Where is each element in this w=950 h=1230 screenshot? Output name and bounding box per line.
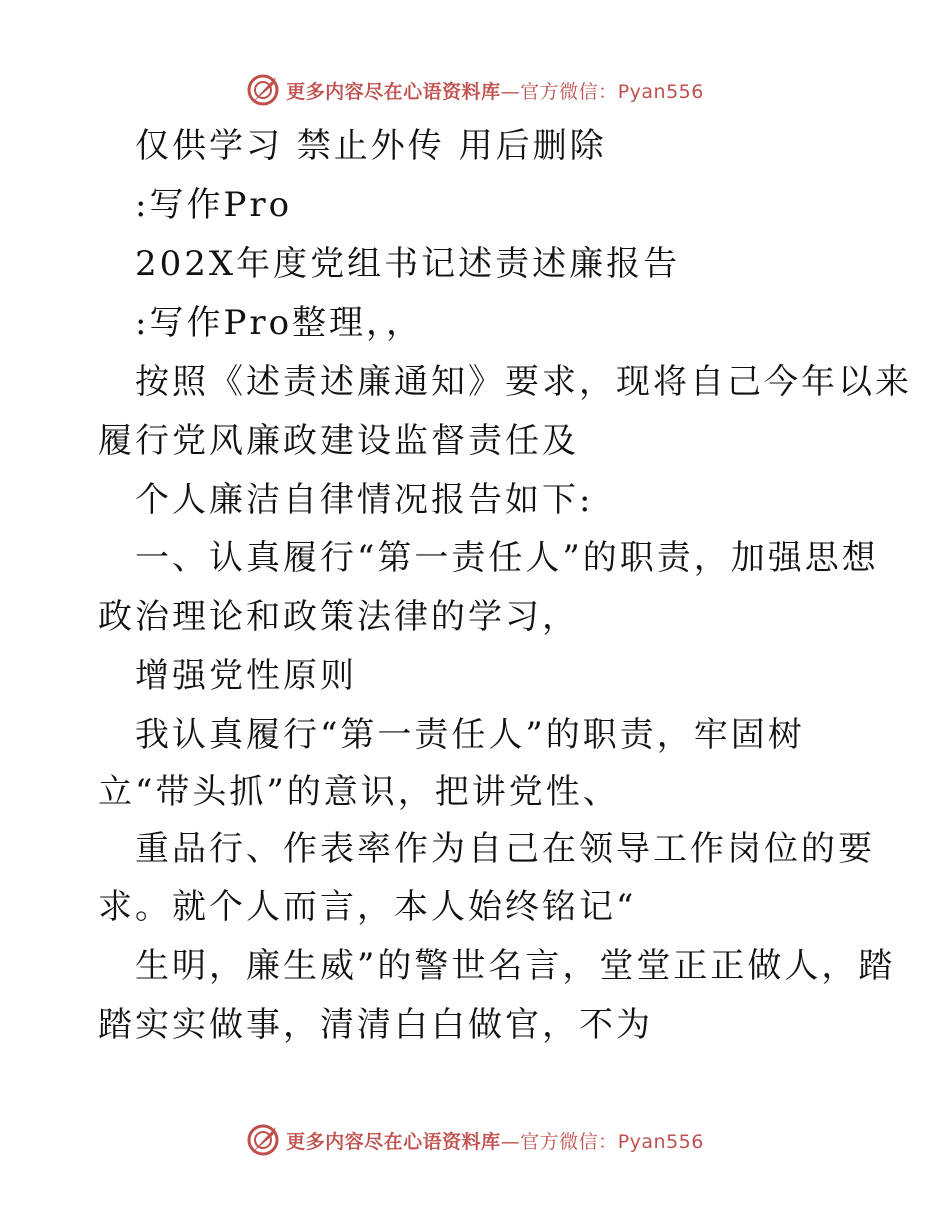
doc-line: 仅供学习 禁止外传 用后删除 — [135, 126, 607, 166]
header-banner — [0, 70, 950, 110]
doc-line: 生明，廉生威”的警世名言，堂堂正正做人，踏 — [135, 946, 896, 986]
banner-main-text: 更多内容尽在心语资料库 — [286, 1130, 501, 1153]
doc-line: 重品行、作表率作为自己在领导工作岗位的要 — [135, 829, 875, 869]
banner-text — [286, 77, 704, 104]
doc-line: 增强党性原则 — [135, 656, 357, 696]
doc-line: 按照《述责述廉通知》要求，现将自己今年以来 — [135, 362, 912, 402]
doc-line: :写作Pro — [135, 185, 293, 225]
banner-wechat-id: Pyan556 — [617, 80, 704, 103]
doc-line: 求。就个人而言，本人始终铭记“ — [98, 887, 637, 927]
quill-logo-icon — [246, 73, 280, 107]
banner-official-text: 官方微信： — [520, 80, 618, 103]
footer-banner — [0, 1120, 950, 1160]
banner-wechat-id: Pyan556 — [617, 1130, 704, 1153]
doc-line: 个人廉洁自律情况报告如下: — [135, 480, 594, 520]
doc-line: 我认真履行“第一责任人”的职责，牢固树 — [135, 715, 805, 755]
doc-line: 踏实实做事，清清白白做官，不为 — [98, 1005, 653, 1045]
banner-dash: — — [500, 1130, 521, 1153]
banner-main-text: 更多内容尽在心语资料库 — [286, 80, 501, 103]
doc-line: 履行党风廉政建设监督责任及 — [98, 421, 579, 461]
banner-text — [286, 1127, 704, 1154]
doc-line: 一、认真履行“第一责任人”的职责，加强思想 — [135, 538, 879, 578]
banner-dash: — — [500, 80, 521, 103]
doc-line: 立“带头抓”的意识，把讲党性、 — [98, 772, 620, 812]
doc-line: :写作Pro整理，， — [135, 303, 424, 343]
doc-line: 政治理论和政策法律的学习， — [98, 597, 579, 637]
doc-line: 202X年度党组书记述责述廉报告 — [135, 244, 681, 284]
banner-official-text: 官方微信： — [520, 1130, 618, 1153]
quill-logo-icon — [246, 1123, 280, 1157]
